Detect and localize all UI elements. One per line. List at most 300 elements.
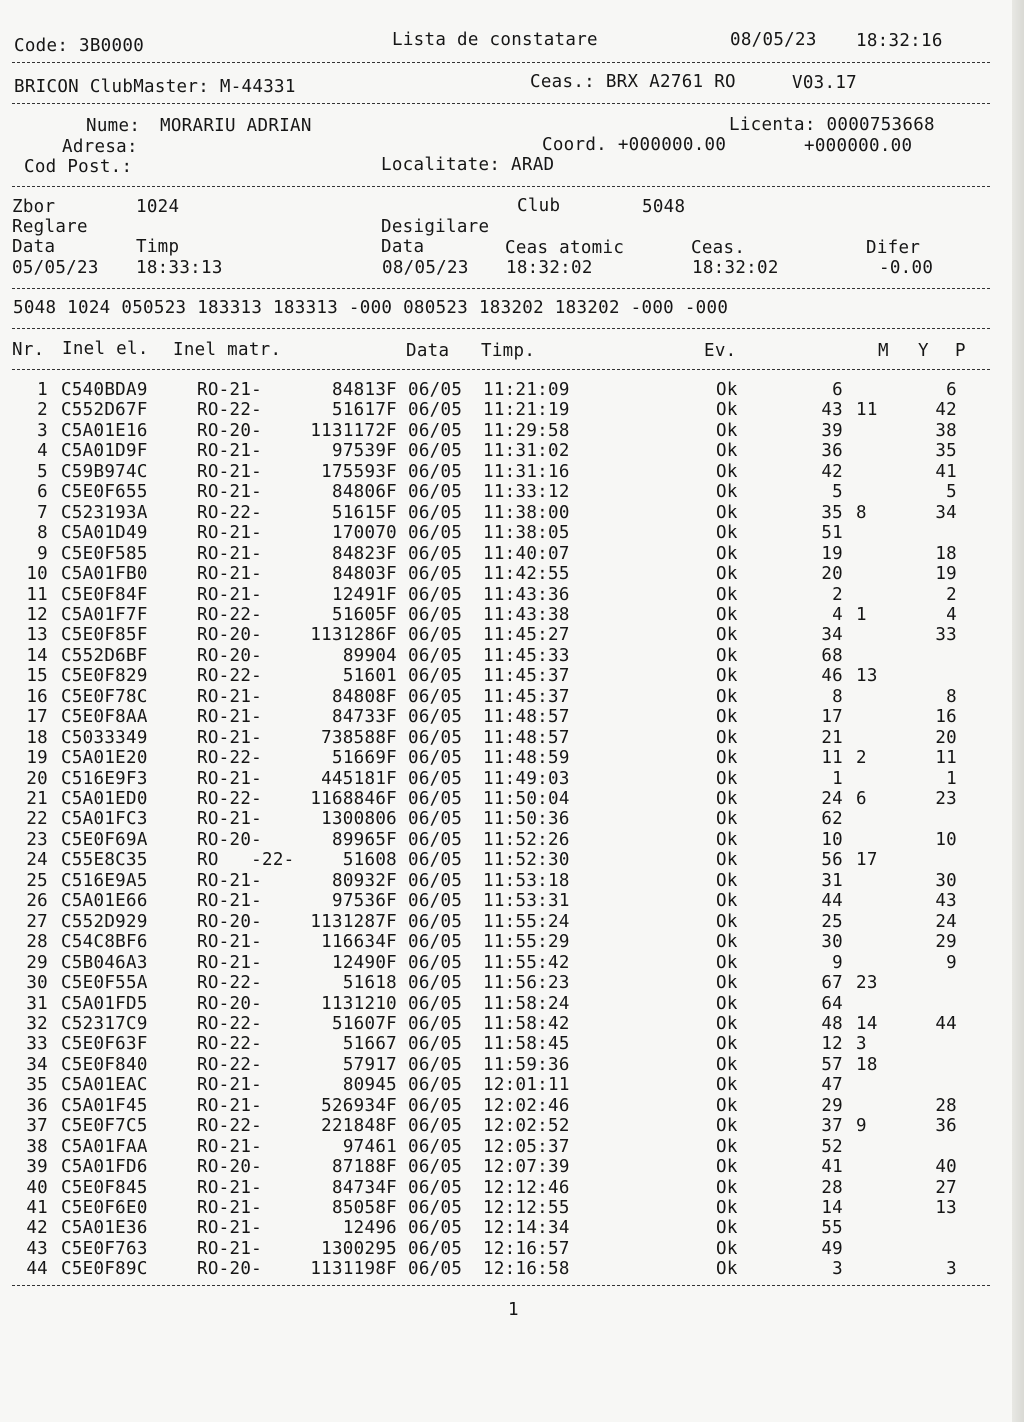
row-ring-prefix: RO-20-: [197, 625, 263, 646]
row-p: 4: [946, 604, 957, 625]
row-date: 06/05: [408, 1218, 463, 1239]
row-ring-prefix: RO-21-: [197, 952, 263, 973]
row-p: 20: [935, 727, 957, 748]
row-event: Ok: [716, 1095, 738, 1116]
row-ring-number: 12496: [342, 1218, 397, 1239]
row-m: 31: [821, 870, 843, 891]
row-p: 28: [935, 1095, 957, 1116]
row-time: 11:33:12: [483, 482, 570, 503]
row-nr: 31: [26, 993, 48, 1014]
row-date: 06/05: [408, 768, 463, 789]
row-ring-prefix: RO-22-: [197, 1116, 263, 1137]
row-ring-prefix: RO-22-: [197, 502, 263, 523]
row-inel-el: C552D6BF: [61, 645, 148, 666]
row-inel-el: C5E0F69A: [61, 829, 148, 850]
row-ring-prefix: RO-21-: [197, 1075, 263, 1096]
row-inel-el: C5E0F78C: [61, 686, 148, 707]
row-ring-prefix: RO-22-: [197, 973, 263, 994]
row-event: Ok: [716, 482, 738, 503]
coordinates: Coord. +000000.00: [542, 135, 727, 155]
row-ring-prefix: RO -22-: [197, 850, 295, 871]
row-ring-prefix: RO-22-: [197, 748, 263, 769]
row-inel-el: C552D929: [61, 911, 148, 932]
row-m: 49: [821, 1238, 843, 1259]
row-date: 06/05: [408, 686, 463, 707]
row-ring-prefix: RO-22-: [197, 604, 263, 625]
row-time: 12:02:46: [483, 1095, 570, 1116]
row-p: 38: [935, 420, 957, 441]
row-ring-number: 1131287F: [310, 911, 397, 932]
row-event: Ok: [716, 973, 738, 994]
row-event: Ok: [716, 727, 738, 748]
row-m: 28: [821, 1177, 843, 1198]
row-m: 19: [821, 543, 843, 564]
table-row: [0, 1014, 1024, 1035]
row-ring-number: 84733F: [331, 707, 397, 728]
row-m: 3: [832, 1259, 843, 1280]
row-nr: 5: [37, 461, 48, 482]
table-row: [0, 482, 1024, 503]
summary-line: 5048 1024 050523 183313 183313 -000 080523 183202 183202 -000 -000: [13, 298, 729, 318]
row-m: 25: [821, 911, 843, 932]
row-ring-prefix: RO-20-: [197, 645, 263, 666]
row-m: 30: [821, 932, 843, 953]
row-ring-number: 1300295: [321, 1238, 397, 1259]
row-m: 4: [832, 604, 843, 625]
row-ring-prefix: RO-21-: [197, 809, 263, 830]
row-m: 51: [821, 523, 843, 544]
row-nr: 42: [26, 1218, 48, 1239]
row-event: Ok: [716, 584, 738, 605]
divider: [12, 369, 990, 370]
row-ring-number: 57917: [342, 1054, 397, 1075]
row-nr: 41: [26, 1198, 48, 1218]
row-date: 06/05: [408, 645, 463, 666]
table-row: [0, 605, 1024, 626]
row-m: 43: [821, 400, 843, 421]
license: Licenta: 0000753668: [729, 115, 935, 135]
table-row: [0, 462, 1024, 483]
row-y: 2: [856, 748, 867, 769]
table-row: [0, 994, 1024, 1015]
row-inel-el: C5A01FD5: [61, 993, 148, 1014]
table-row: [0, 912, 1024, 933]
table-row: [0, 585, 1024, 606]
table-row: [0, 441, 1024, 462]
row-time: 12:07:39: [483, 1157, 570, 1178]
row-ring-number: 51617F: [331, 400, 397, 421]
table-row: [0, 769, 1024, 790]
table-row: [0, 1137, 1024, 1158]
row-nr: 2: [37, 400, 48, 421]
row-p: 27: [935, 1177, 957, 1198]
row-nr: 10: [26, 564, 48, 585]
reglare-label: Reglare: [12, 217, 88, 237]
table-row: [0, 666, 1024, 687]
table-row: [0, 748, 1024, 769]
row-m: 24: [821, 789, 843, 809]
row-inel-el: C5E0F63F: [61, 1034, 148, 1055]
row-event: Ok: [716, 441, 738, 462]
row-p: 36: [935, 1116, 957, 1137]
row-date: 06/05: [408, 1157, 463, 1178]
print-time: 18:32:16: [856, 31, 943, 51]
row-m: 9: [832, 952, 843, 973]
row-m: 41: [821, 1157, 843, 1178]
timp-label: Timp: [136, 237, 180, 257]
row-event: Ok: [716, 932, 738, 953]
row-event: Ok: [716, 461, 738, 482]
row-p: 6: [946, 380, 957, 400]
desigilare-atomic-time: 18:32:02: [506, 258, 593, 278]
row-time: 11:48:57: [483, 727, 570, 748]
row-y: 1: [856, 604, 867, 625]
row-ring-number: 84806F: [331, 482, 397, 503]
row-ring-prefix: RO-21-: [197, 727, 263, 748]
row-event: Ok: [716, 707, 738, 728]
row-nr: 24: [26, 850, 48, 871]
row-time: 11:58:42: [483, 1013, 570, 1034]
row-date: 06/05: [408, 1054, 463, 1075]
row-time: 11:31:16: [483, 461, 570, 482]
row-p: 40: [935, 1157, 957, 1178]
row-m: 56: [821, 850, 843, 871]
divider: [12, 1285, 990, 1286]
row-event: Ok: [716, 911, 738, 932]
row-event: Ok: [716, 1136, 738, 1157]
row-event: Ok: [716, 1218, 738, 1239]
row-inel-el: C5E0F655: [61, 482, 148, 503]
row-inel-el: C5E0F840: [61, 1054, 148, 1075]
row-inel-el: C5E0F6E0: [61, 1198, 148, 1218]
zbor-label: Zbor: [12, 197, 56, 217]
row-ring-prefix: RO-21-: [197, 1218, 263, 1239]
col-nr: Nr.: [12, 340, 45, 360]
row-time: 11:55:29: [483, 932, 570, 953]
row-date: 06/05: [408, 1198, 463, 1218]
row-ring-number: 51618: [342, 973, 397, 994]
row-m: 2: [832, 584, 843, 605]
row-ring-number: 89904: [342, 645, 397, 666]
table-row: [0, 789, 1024, 810]
row-inel-el: C523193A: [61, 502, 148, 523]
row-ring-prefix: RO-22-: [197, 1034, 263, 1055]
table-row: [0, 646, 1024, 667]
row-ring-number: 170070: [331, 523, 397, 544]
row-ring-number: 80932F: [331, 870, 397, 891]
row-nr: 34: [26, 1054, 48, 1075]
table-row: [0, 421, 1024, 442]
table-row: [0, 1198, 1024, 1219]
localitate: Localitate: ARAD: [381, 155, 555, 175]
table-row: [0, 625, 1024, 646]
row-date: 06/05: [408, 1136, 463, 1157]
data-label: Data: [12, 237, 56, 257]
row-time: 11:59:36: [483, 1054, 570, 1075]
row-nr: 4: [37, 441, 48, 462]
version: V03.17: [792, 73, 858, 93]
row-time: 12:16:58: [483, 1259, 570, 1280]
row-y: 6: [856, 789, 867, 809]
row-m: 1: [832, 768, 843, 789]
row-ring-number: 1131286F: [310, 625, 397, 646]
row-inel-el: C5A01ED0: [61, 789, 148, 809]
row-ring-number: 84808F: [331, 686, 397, 707]
row-inel-el: C5E0F829: [61, 666, 148, 687]
row-event: Ok: [716, 380, 738, 400]
row-nr: 30: [26, 973, 48, 994]
row-ring-prefix: RO-21-: [197, 1095, 263, 1116]
row-date: 06/05: [408, 891, 463, 912]
software-name: BRICON ClubMaster: M-44331: [14, 77, 296, 97]
row-ring-prefix: RO-20-: [197, 420, 263, 441]
row-date: 06/05: [408, 502, 463, 523]
row-inel-el: C52317C9: [61, 1013, 148, 1034]
divider: [12, 288, 990, 289]
row-ring-number: 221848F: [321, 1116, 397, 1137]
row-event: Ok: [716, 1177, 738, 1198]
row-time: 12:16:57: [483, 1238, 570, 1259]
row-time: 11:50:04: [483, 789, 570, 809]
row-event: Ok: [716, 686, 738, 707]
row-y: 18: [856, 1054, 878, 1075]
row-event: Ok: [716, 502, 738, 523]
divider: [12, 186, 990, 187]
row-p: 9: [946, 952, 957, 973]
row-date: 06/05: [408, 707, 463, 728]
row-m: 57: [821, 1054, 843, 1075]
difference: -0.00: [879, 258, 934, 278]
row-nr: 11: [26, 584, 48, 605]
divider: [12, 328, 990, 329]
row-date: 06/05: [408, 1116, 463, 1137]
row-p: 8: [946, 686, 957, 707]
table-row: [0, 973, 1024, 994]
row-event: Ok: [716, 993, 738, 1014]
table-row: [0, 564, 1024, 585]
row-inel-el: C5A01D9F: [61, 441, 148, 462]
row-m: 8: [832, 686, 843, 707]
row-nr: 9: [37, 543, 48, 564]
row-date: 06/05: [408, 543, 463, 564]
row-m: 47: [821, 1075, 843, 1096]
row-time: 11:58:24: [483, 993, 570, 1014]
table-row: [0, 544, 1024, 565]
row-ring-prefix: RO-21-: [197, 461, 263, 482]
row-date: 06/05: [408, 1238, 463, 1259]
table-row: [0, 687, 1024, 708]
row-date: 06/05: [408, 993, 463, 1014]
row-date: 06/05: [408, 461, 463, 482]
row-inel-el: C5A01F7F: [61, 604, 148, 625]
row-time: 11:45:33: [483, 645, 570, 666]
row-nr: 12: [26, 604, 48, 625]
row-p: 35: [935, 441, 957, 462]
row-nr: 15: [26, 666, 48, 687]
row-date: 06/05: [408, 441, 463, 462]
row-time: 11:55:24: [483, 911, 570, 932]
row-time: 12:05:37: [483, 1136, 570, 1157]
row-ring-number: 526934F: [321, 1095, 397, 1116]
table-row: [0, 1116, 1024, 1137]
row-event: Ok: [716, 768, 738, 789]
row-inel-el: C5A01F45: [61, 1095, 148, 1116]
row-nr: 28: [26, 932, 48, 953]
row-event: Ok: [716, 1116, 738, 1137]
row-ring-number: 97461: [342, 1136, 397, 1157]
row-inel-el: C5E0F763: [61, 1238, 148, 1259]
row-date: 06/05: [408, 829, 463, 850]
row-inel-el: C5A01E20: [61, 748, 148, 769]
row-event: Ok: [716, 952, 738, 973]
row-p: 24: [935, 911, 957, 932]
row-nr: 19: [26, 748, 48, 769]
row-ring-number: 1131172F: [310, 420, 397, 441]
row-date: 06/05: [408, 952, 463, 973]
clock-id: Ceas.: BRX A2761 RO: [530, 72, 736, 92]
row-ring-prefix: RO-20-: [197, 1259, 263, 1280]
table-row: [0, 1239, 1024, 1260]
row-event: Ok: [716, 543, 738, 564]
row-ring-number: 87188F: [331, 1157, 397, 1178]
row-inel-el: C5A01E16: [61, 420, 148, 441]
row-time: 11:45:37: [483, 666, 570, 687]
row-nr: 8: [37, 523, 48, 544]
row-ring-prefix: RO-21-: [197, 707, 263, 728]
table-row: [0, 707, 1024, 728]
row-p: 41: [935, 461, 957, 482]
row-nr: 44: [26, 1259, 48, 1280]
row-event: Ok: [716, 1054, 738, 1075]
club-value: 5048: [642, 197, 686, 217]
row-time: 12:01:11: [483, 1075, 570, 1096]
row-inel-el: C5A01E66: [61, 891, 148, 912]
row-p: 18: [935, 543, 957, 564]
row-ring-prefix: RO-20-: [197, 829, 263, 850]
row-ring-prefix: RO-22-: [197, 1013, 263, 1034]
desigilare-label: Desigilare: [381, 217, 490, 237]
row-m: 17: [821, 707, 843, 728]
row-date: 06/05: [408, 523, 463, 544]
row-event: Ok: [716, 400, 738, 421]
row-nr: 27: [26, 911, 48, 932]
row-ring-number: 80945: [342, 1075, 397, 1096]
row-m: 12: [821, 1034, 843, 1055]
row-time: 11:40:07: [483, 543, 570, 564]
row-ring-number: 84803F: [331, 564, 397, 585]
row-m: 21: [821, 727, 843, 748]
row-nr: 13: [26, 625, 48, 646]
row-ring-number: 51607F: [331, 1013, 397, 1034]
row-date: 06/05: [408, 911, 463, 932]
row-event: Ok: [716, 564, 738, 585]
row-ring-prefix: RO-20-: [197, 1157, 263, 1178]
table-row: [0, 1055, 1024, 1076]
row-ring-number: 1131198F: [310, 1259, 397, 1280]
row-date: 06/05: [408, 625, 463, 646]
row-event: Ok: [716, 829, 738, 850]
table-row: [0, 400, 1024, 421]
row-time: 11:56:23: [483, 973, 570, 994]
row-event: Ok: [716, 625, 738, 646]
row-nr: 32: [26, 1013, 48, 1034]
row-ring-number: 51608: [342, 850, 397, 871]
row-inel-el: C59B974C: [61, 461, 148, 482]
row-time: 11:38:00: [483, 502, 570, 523]
table-row: [0, 891, 1024, 912]
row-ring-prefix: RO-21-: [197, 543, 263, 564]
row-time: 12:12:46: [483, 1177, 570, 1198]
row-date: 06/05: [408, 1177, 463, 1198]
row-ring-number: 1168846F: [310, 789, 397, 809]
divider: [12, 62, 990, 63]
row-ring-number: 97536F: [331, 891, 397, 912]
row-ring-prefix: RO-21-: [197, 932, 263, 953]
table-row: [0, 503, 1024, 524]
table-row: [0, 1075, 1024, 1096]
document-title: Lista de constatare: [392, 30, 598, 50]
row-time: 11:38:05: [483, 523, 570, 544]
row-ring-number: 51667: [342, 1034, 397, 1055]
row-inel-el: C54C8BF6: [61, 932, 148, 953]
row-event: Ok: [716, 420, 738, 441]
row-ring-prefix: RO-21-: [197, 482, 263, 503]
divider: [12, 103, 990, 104]
row-y: 23: [856, 973, 878, 994]
row-time: 11:45:37: [483, 686, 570, 707]
row-ring-prefix: RO-21-: [197, 1177, 263, 1198]
row-ring-prefix: RO-21-: [197, 768, 263, 789]
row-m: 44: [821, 891, 843, 912]
row-m: 20: [821, 564, 843, 585]
desigilare-clock-time: 18:32:02: [692, 258, 779, 278]
row-nr: 37: [26, 1116, 48, 1137]
row-nr: 23: [26, 829, 48, 850]
col-inel-matr: Inel matr.: [173, 340, 282, 360]
table-row: [0, 871, 1024, 892]
row-nr: 16: [26, 686, 48, 707]
table-row: [0, 1034, 1024, 1055]
row-date: 06/05: [408, 564, 463, 585]
row-nr: 26: [26, 891, 48, 912]
row-date: 06/05: [408, 850, 463, 871]
row-nr: 22: [26, 809, 48, 830]
col-data: Data: [406, 341, 450, 361]
row-p: 3: [946, 1259, 957, 1280]
row-p: 11: [935, 748, 957, 769]
row-event: Ok: [716, 809, 738, 830]
table-row: [0, 850, 1024, 871]
desigilare-date: 08/05/23: [382, 258, 469, 278]
row-y: 14: [856, 1013, 878, 1034]
row-ring-prefix: RO-21-: [197, 891, 263, 912]
coordinates-2: +000000.00: [804, 136, 913, 156]
row-nr: 1: [37, 380, 48, 400]
row-inel-el: C5A01D49: [61, 523, 148, 544]
row-m: 64: [821, 993, 843, 1014]
row-ring-number: 51605F: [331, 604, 397, 625]
row-event: Ok: [716, 1259, 738, 1280]
row-p: 43: [935, 891, 957, 912]
row-inel-el: C5E0F585: [61, 543, 148, 564]
row-m: 6: [832, 380, 843, 400]
row-m: 55: [821, 1218, 843, 1239]
row-ring-prefix: RO-21-: [197, 441, 263, 462]
row-inel-el: C5A01EAC: [61, 1075, 148, 1096]
row-m: 42: [821, 461, 843, 482]
row-ring-prefix: RO-21-: [197, 523, 263, 544]
row-inel-el: C5E0F7C5: [61, 1116, 148, 1137]
